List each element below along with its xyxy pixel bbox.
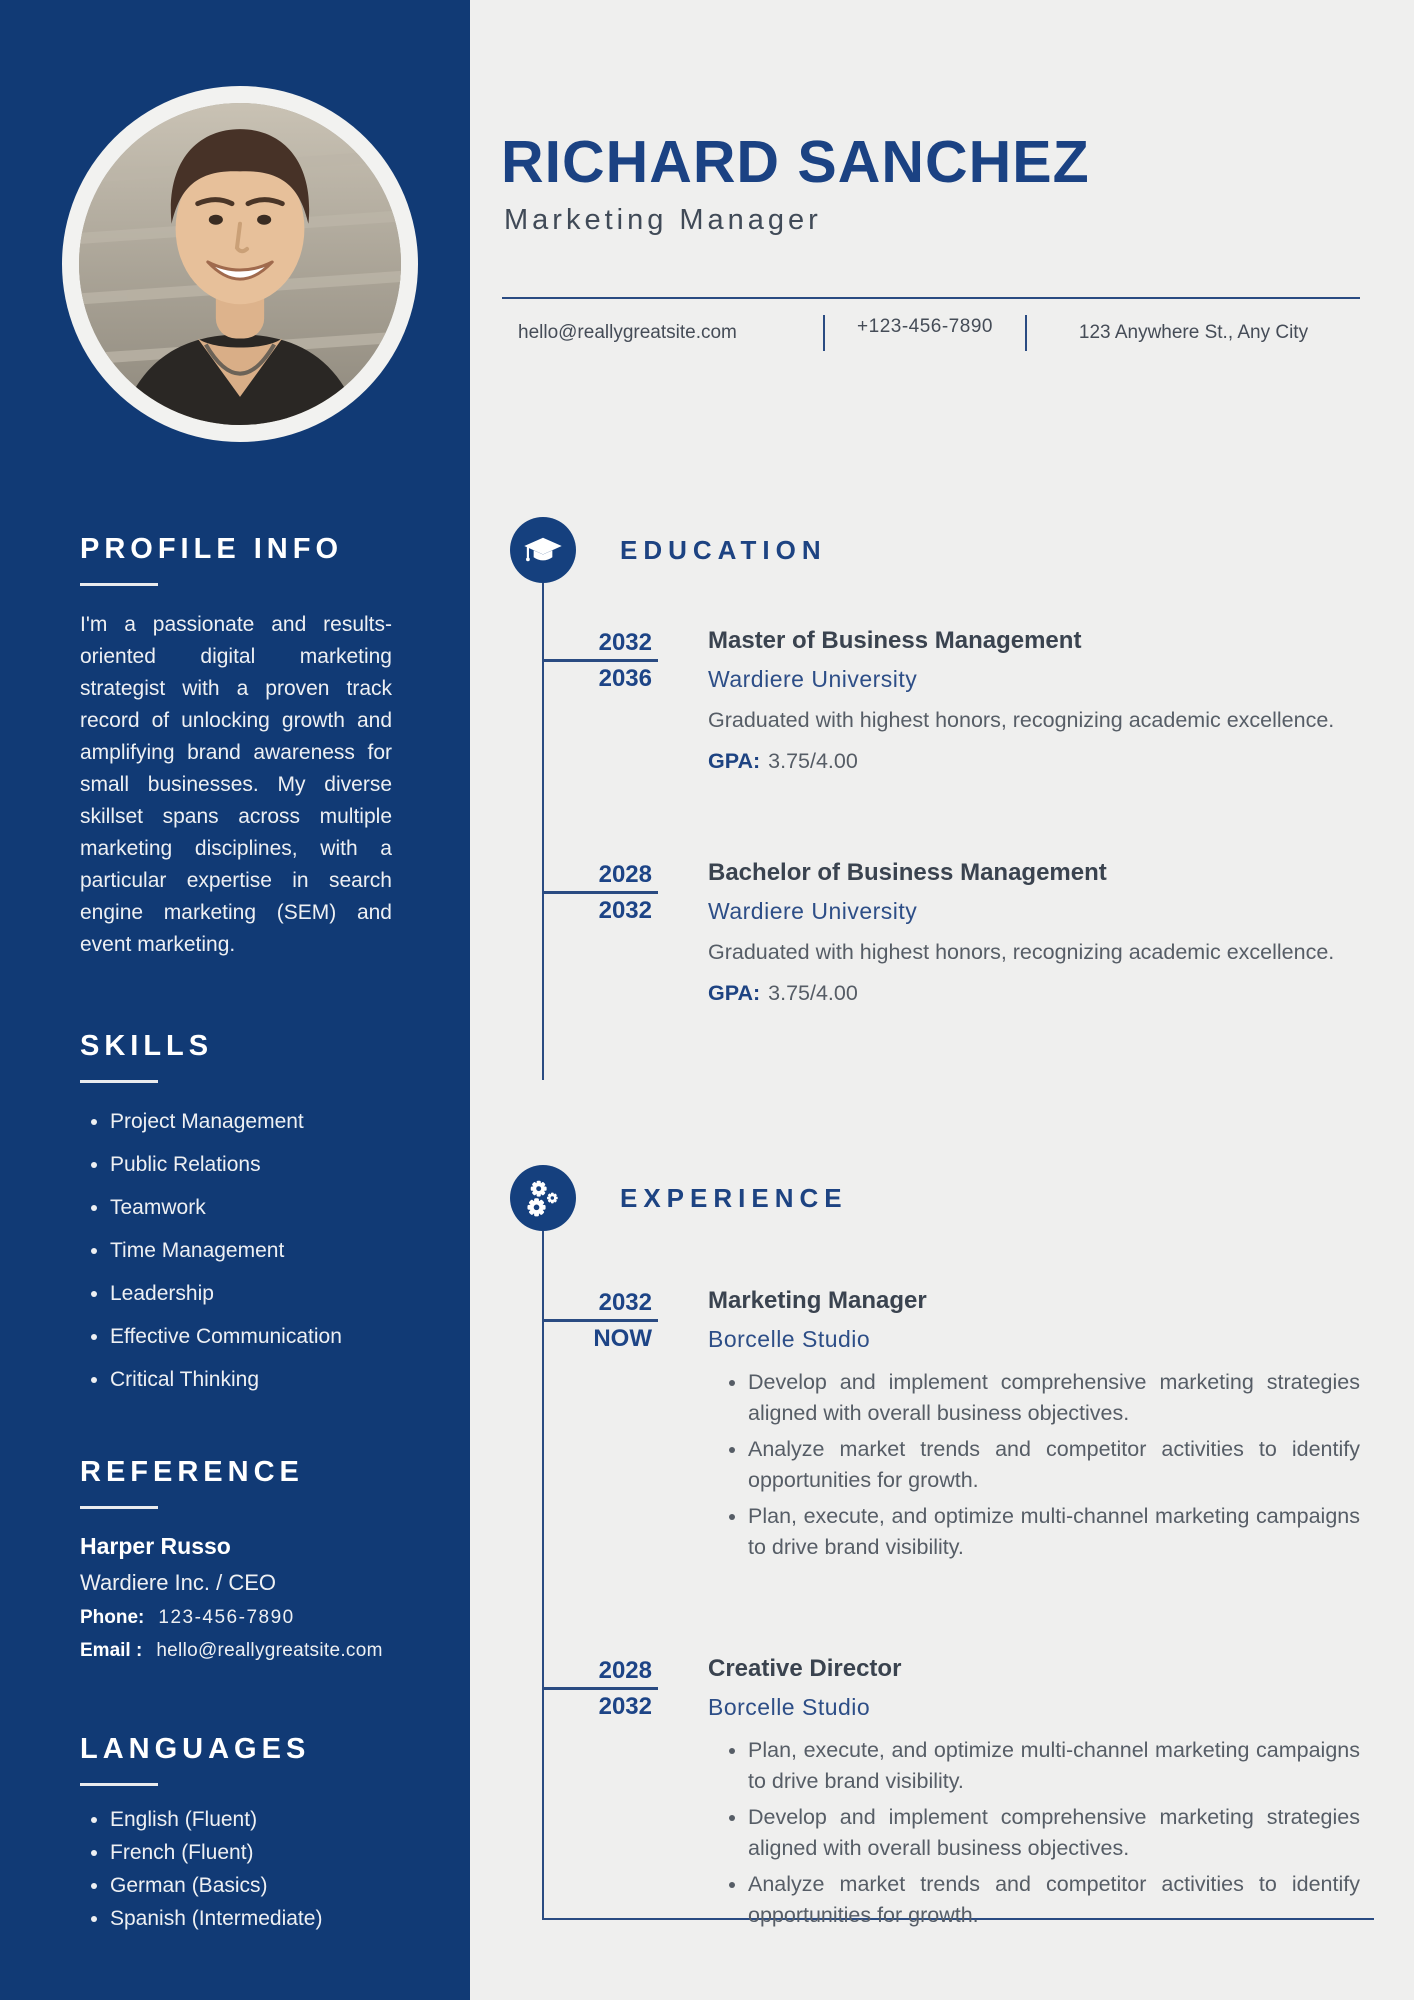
skills-section (80, 1030, 392, 1409)
entry-years (542, 1286, 658, 1568)
heading-underline (80, 1506, 158, 1509)
reference-email: hello@reallygreatsite.com (156, 1640, 383, 1661)
degree-title: Master of Business Management (708, 627, 1082, 654)
education-entry (542, 858, 1360, 1006)
entry-years (542, 1654, 658, 1936)
entry-body (708, 1654, 1360, 1936)
skill-item: • Time Management (110, 1237, 392, 1265)
person-job-title: Marketing Manager (504, 204, 822, 236)
reference-phone-row (80, 1607, 392, 1629)
profile-photo-illustration (79, 103, 401, 425)
entry-body (708, 858, 1360, 1006)
languages-heading: LANGUAGES (80, 1733, 311, 1765)
company-name: Borcelle Studio (708, 1326, 871, 1352)
profile-photo (79, 103, 401, 425)
company-name: Borcelle Studio (708, 1694, 871, 1720)
experience-bullet: • Develop and implement comprehensive marketing strategies aligned with overall business objectives. (748, 1802, 1360, 1864)
gpa-label: GPA: (708, 749, 761, 773)
experience-bullet: • Plan, execute, and optimize multi-channel marketing campaigns to drive brand visibility. (748, 1501, 1360, 1563)
school-name: Wardiere University (708, 666, 918, 692)
language-item: • English (Fluent) (110, 1806, 392, 1834)
sidebar (0, 0, 470, 2000)
reference-email-row (80, 1640, 392, 1662)
education-entry (542, 626, 1360, 774)
contact-phone: +123-456-7890 (857, 316, 993, 337)
gpa-row (708, 981, 1360, 1006)
gpa-row (708, 749, 1360, 774)
experience-bullet: • Develop and implement comprehensive marketing strategies aligned with overall business objectives. (748, 1367, 1360, 1429)
entry-start-year: 2028 (598, 861, 652, 888)
education-section-header (510, 517, 827, 583)
skill-item: • Teamwork (110, 1194, 392, 1222)
skill-item: • Project Management (110, 1108, 392, 1136)
experience-heading: EXPERIENCE (620, 1182, 848, 1213)
experience-entry (542, 1654, 1360, 1936)
heading-underline (80, 583, 158, 586)
entry-start-year: 2032 (598, 1289, 652, 1316)
education-description: Graduated with highest honors, recognizing academic excellence. (708, 940, 1335, 964)
gears-icon (510, 1165, 576, 1231)
skill-item: • Effective Communication (110, 1323, 392, 1351)
reference-heading: REFERENCE (80, 1456, 304, 1488)
experience-bullet: • Analyze market trends and competitor activities to identify opportunities for growth. (748, 1869, 1360, 1931)
reference-phone: 123-456-7890 (158, 1607, 295, 1628)
entry-body (708, 1286, 1360, 1568)
entry-years (542, 626, 658, 774)
gpa-label: GPA: (708, 981, 761, 1005)
entry-end-year: NOW (593, 1325, 652, 1352)
heading-underline (80, 1080, 158, 1083)
entry-start-year: 2028 (598, 1657, 652, 1684)
language-item: • German (Basics) (110, 1872, 392, 1900)
reference-role: Wardiere Inc. / CEO (80, 1570, 277, 1595)
skills-list (80, 1108, 392, 1394)
experience-section-header (510, 1165, 848, 1231)
skill-item: • Critical Thinking (110, 1366, 392, 1394)
entry-end-year: 2032 (598, 1693, 652, 1720)
reference-section (80, 1456, 392, 1662)
school-name: Wardiere University (708, 898, 918, 924)
contact-address: 123 Anywhere St., Any City (1078, 322, 1309, 343)
entry-start-year: 2032 (598, 629, 652, 656)
gpa-value: 3.75/4.00 (768, 749, 858, 773)
reference-name: Harper Russo (80, 1533, 231, 1559)
header-divider (502, 297, 1360, 299)
entry-body (708, 626, 1360, 774)
role-title: Marketing Manager (708, 1287, 927, 1314)
entry-years (542, 858, 658, 1006)
email-label: Email : (80, 1640, 143, 1661)
entry-end-year: 2036 (598, 665, 652, 692)
gpa-value: 3.75/4.00 (768, 981, 858, 1005)
profile-info-text: I'm a passionate and results-oriented digital marketing strategist with a proven track record of unlocking growth and amplifying brand awareness for small businesses. My diverse skillset spans across multiple marketing disciplines, with a particular expertise in search engine marketing (SEM) and event marketing. (80, 613, 392, 956)
education-heading: EDUCATION (620, 534, 827, 565)
experience-bullets (708, 1367, 1360, 1563)
role-title: Creative Director (708, 1655, 902, 1682)
heading-underline (80, 1783, 158, 1786)
languages-section (80, 1733, 392, 1938)
contact-email: hello@reallygreatsite.com (518, 322, 737, 343)
contact-row (502, 312, 1360, 354)
person-name: RICHARD SANCHEZ (501, 129, 1090, 195)
languages-list (80, 1806, 392, 1933)
skill-item: • Leadership (110, 1280, 392, 1308)
skill-item: • Public Relations (110, 1151, 392, 1179)
experience-entry (542, 1286, 1360, 1568)
experience-bullets (708, 1735, 1360, 1931)
profile-photo-frame (62, 86, 418, 442)
experience-bullet: • Analyze market trends and competitor activities to identify opportunities for growth. (748, 1434, 1360, 1496)
profile-info-heading: PROFILE INFO (80, 533, 343, 565)
degree-title: Bachelor of Business Management (708, 859, 1107, 886)
entry-end-year: 2032 (598, 897, 652, 924)
skills-heading: SKILLS (80, 1030, 214, 1062)
phone-label: Phone: (80, 1607, 145, 1628)
profile-info-section (80, 533, 392, 961)
experience-bullet: • Plan, execute, and optimize multi-channel marketing campaigns to drive brand visibility. (748, 1735, 1360, 1797)
graduation-cap-icon (510, 517, 576, 583)
education-description: Graduated with highest honors, recognizing academic excellence. (708, 708, 1335, 732)
language-item: • French (Fluent) (110, 1839, 392, 1867)
language-item: • Spanish (Intermediate) (110, 1905, 392, 1933)
